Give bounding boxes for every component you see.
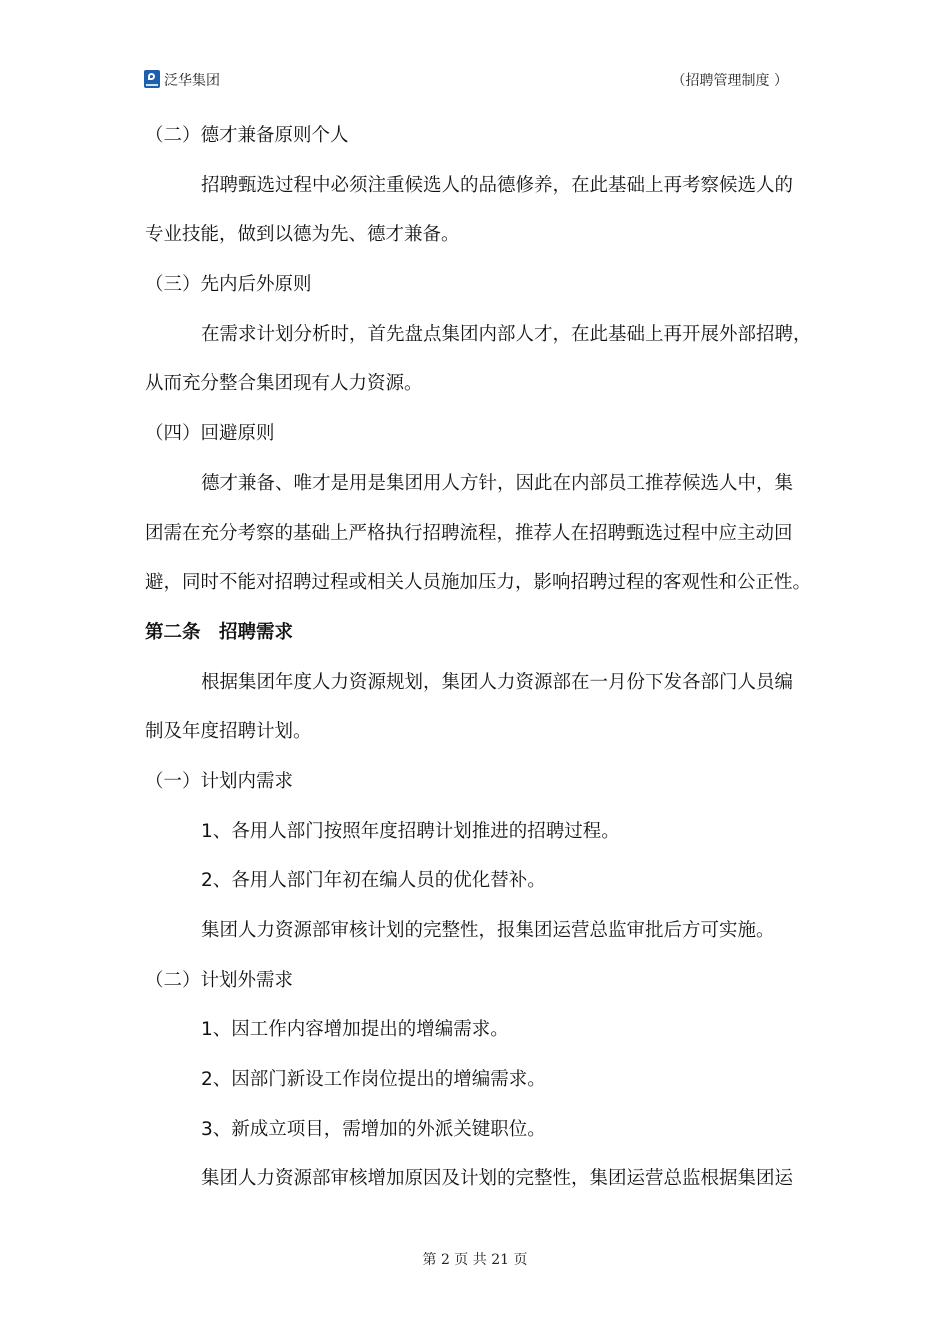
paragraph-line: 专业技能，做到以德为先、德才兼备。: [145, 224, 460, 246]
paragraph-line: 德才兼备、唯才是用是集团用人方针，因此在内部员工推荐候选人中，集: [201, 472, 794, 494]
document-body: [145, 120, 813, 1213]
section-heading: （一）计划内需求: [145, 770, 294, 792]
paragraph-line: 团需在充分考察的基础上严格执行招聘流程，推荐人在招聘甄选过程中应主动回: [145, 522, 793, 544]
section-heading: （三）先内后外原则: [145, 274, 312, 296]
page-number: 第 2 页 共 21 页: [422, 1252, 528, 1268]
company-logo-icon: [144, 70, 160, 88]
paragraph-line: 避，同时不能对招聘过程或相关人员施加压力，影响招聘过程的客观性和公正性。: [145, 572, 812, 594]
section-heading: （二）计划外需求: [145, 969, 294, 991]
paragraph-line: 制及年度招聘计划。: [145, 721, 312, 743]
paragraph-line: 集团人力资源部审核增加原因及计划的完整性，集团运营总监根据集团运: [201, 1168, 794, 1190]
paragraph-line: 根据集团年度人力资源规划，集团人力资源部在一月份下发各部门人员编: [201, 671, 794, 693]
page-header: [144, 68, 804, 96]
list-item: 1、因工作内容增加提出的增编需求。: [201, 1019, 509, 1041]
list-item: 1、各用人部门按照年度招聘计划推进的招聘过程。: [201, 820, 620, 842]
article-heading: 第二条 招聘需求: [145, 621, 294, 643]
list-item: 2、各用人部门年初在编人员的优化替补。: [201, 870, 546, 892]
company-name: 泛华集团: [164, 73, 220, 89]
paragraph-line: 从而充分整合集团现有人力资源。: [145, 373, 423, 395]
section-heading: （四）回避原则: [145, 423, 275, 445]
document-title: （招聘管理制度 ）: [671, 73, 788, 89]
paragraph-line: 在需求计划分析时，首先盘点集团内部人才，在此基础上再开展外部招聘，: [201, 323, 812, 345]
paragraph-line: 集团人力资源部审核计划的完整性，报集团运营总监审批后方可实施。: [201, 920, 775, 941]
list-item: 3、新成立项目，需增加的外派关键职位。: [201, 1118, 546, 1140]
section-heading: （二）德才兼备原则个人: [145, 125, 349, 146]
paragraph-line: 招聘甄选过程中必须注重候选人的品德修养，在此基础上再考察候选人的: [201, 174, 794, 196]
list-item: 2、因部门新设工作岗位提出的增编需求。: [201, 1069, 546, 1091]
